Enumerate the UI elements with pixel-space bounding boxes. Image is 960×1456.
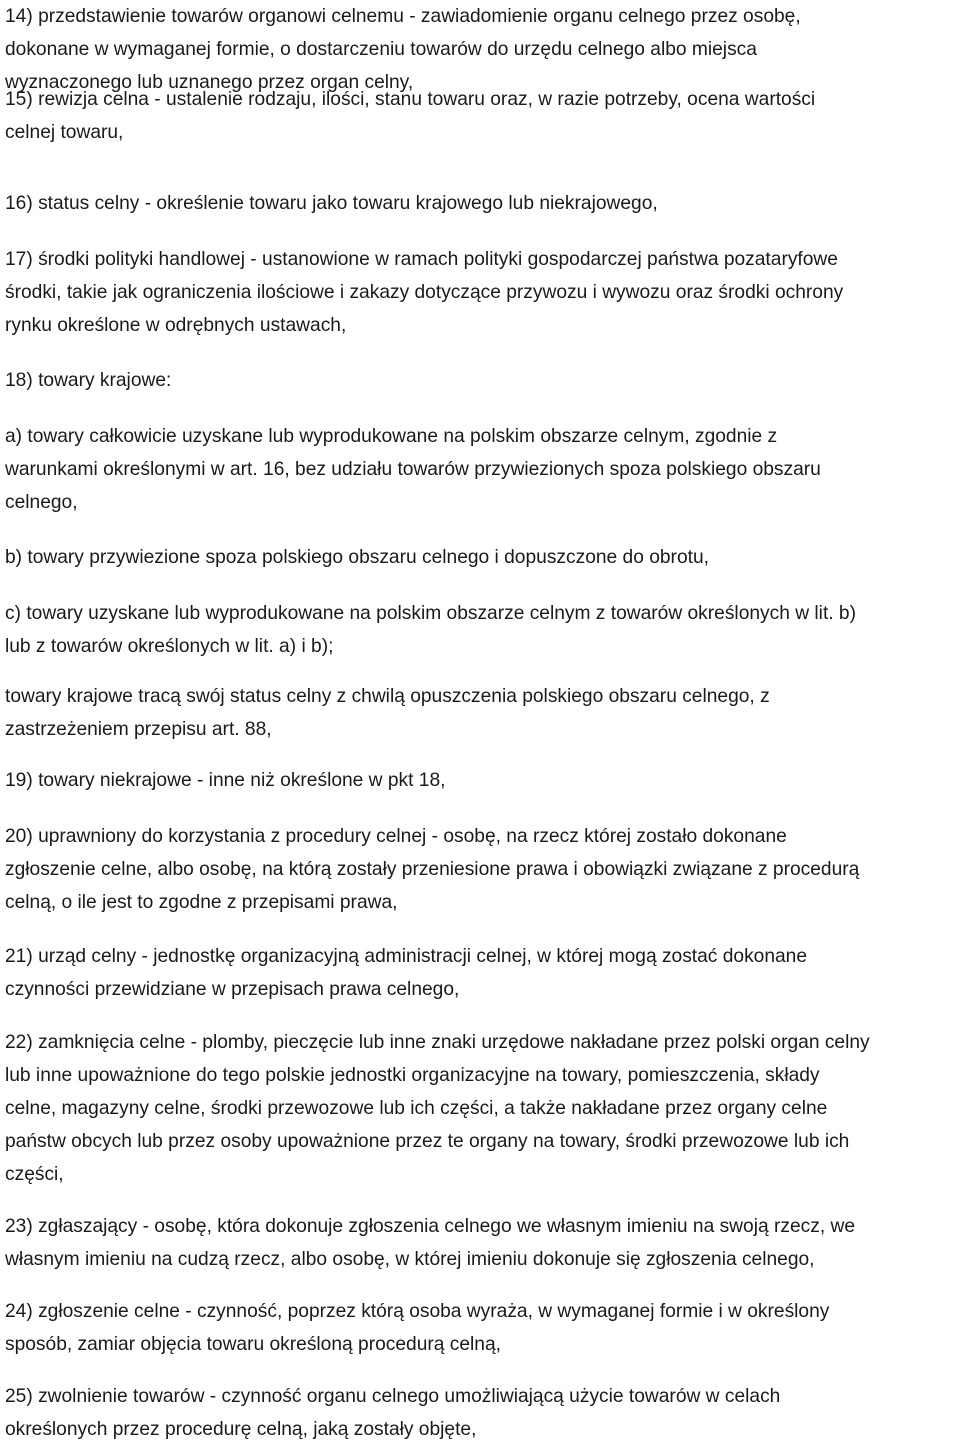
paragraph: [5, 597, 856, 663]
paragraph-line: warunkami określonymi w art. 16, bez udziału towarów przywiezionych spoza polskiego obszaru: [5, 459, 821, 480]
paragraph-line: czynności przewidziane w przepisach prawa celnego,: [5, 979, 460, 1000]
paragraph-line: 24) zgłoszenie celne - czynność, poprzez którą osoba wyraża, w wymaganej formie i w określony: [5, 1301, 830, 1322]
paragraph-line: 19) towary niekrajowe - inne niż określone w pkt 18,: [5, 770, 446, 791]
paragraph-line: wyznaczonego lub uznanego przez organ celny,: [5, 72, 414, 93]
paragraph-line: sposób, zamiar objęcia towaru określoną procedurą celną,: [5, 1334, 501, 1355]
paragraph-line: 17) środki polityki handlowej - ustanowione w ramach polityki gospodarczej państwa pozataryfowe: [5, 249, 838, 270]
paragraph: [5, 680, 770, 746]
paragraph-line: własnym imieniu na cudzą rzecz, albo osobę, w której imieniu dokonuje się zgłoszenia celnego,: [5, 1249, 815, 1270]
paragraph-line: 16) status celny - określenie towaru jako towaru krajowego lub niekrajowego,: [5, 193, 658, 214]
paragraph: [5, 1380, 780, 1446]
paragraph-line: 14) przedstawienie towarów organowi celnemu - zawiadomienie organu celnego przez osobę,: [5, 6, 801, 27]
paragraph: [5, 764, 445, 797]
paragraph: [5, 83, 815, 149]
paragraph-line: lub z towarów określonych w lit. a) i b);: [5, 636, 334, 657]
paragraph: [5, 243, 843, 342]
paragraph-line: 15) rewizja celna - ustalenie rodzaju, ilości, stanu towaru oraz, w razie potrzeby, ocena wartości: [5, 89, 816, 110]
paragraph: [5, 420, 821, 519]
paragraph-line: części,: [5, 1164, 64, 1185]
paragraph-line: celną, o ile jest to zgodne z przepisami prawa,: [5, 892, 398, 913]
paragraph-line: b) towary przywiezione spoza polskiego obszaru celnego i dopuszczone do obrotu,: [5, 547, 709, 568]
paragraph-line: 23) zgłaszający - osobę, która dokonuje zgłoszenia celnego we własnym imieniu na swoją rzecz, we: [5, 1216, 856, 1237]
paragraph-line: dokonane w wymaganej formie, o dostarczeniu towarów do urzędu celnego albo miejsca: [5, 39, 757, 60]
paragraph-line: 21) urząd celny - jednostkę organizacyjną administracji celnej, w której mogą zostać dokonane: [5, 946, 808, 967]
paragraph-line: 18) towary krajowe:: [5, 370, 172, 391]
paragraph-line: zastrzeżeniem przepisu art. 88,: [5, 719, 272, 740]
paragraph-line: celnej towaru,: [5, 122, 124, 143]
paragraph: [5, 187, 658, 220]
paragraph-line: 20) uprawniony do korzystania z procedury celnej - osobę, na rzecz której zostało dokonane: [5, 826, 787, 847]
paragraph: [5, 541, 709, 574]
paragraph: [5, 1210, 855, 1276]
paragraph: [5, 1026, 870, 1191]
paragraph: [5, 820, 859, 919]
paragraph-line: celnego,: [5, 492, 78, 513]
paragraph-line: państw obcych lub przez osoby upoważnione przez te organy na towary, środki przewozowe lub ich: [5, 1131, 850, 1152]
paragraph-line: a) towary całkowicie uzyskane lub wyprodukowane na polskim obszarze celnym, zgodnie z: [5, 426, 778, 447]
paragraph-line: celne, magazyny celne, środki przewozowe lub ich części, a także nakładane przez organy celne: [5, 1098, 828, 1119]
paragraph-line: środki, takie jak ograniczenia ilościowe i zakazy dotyczące przywozu i wywozu oraz środki ochrony: [5, 282, 844, 303]
paragraph-line: zgłoszenie celne, albo osobę, na którą zostały przeniesione prawa i obowiązki związane z procedurą: [5, 859, 860, 880]
paragraph-line: towary krajowe tracą swój status celny z chwilą opuszczenia polskiego obszaru celnego, z: [5, 686, 770, 707]
paragraph-line: c) towary uzyskane lub wyprodukowane na polskim obszarze celnym z towarów określonych w lit. b): [5, 603, 856, 624]
paragraph-line: rynku określone w odrębnych ustawach,: [5, 315, 347, 336]
paragraph: [5, 940, 807, 1006]
paragraph-line: określonych przez procedurę celną, jaką zostały objęte,: [5, 1419, 477, 1440]
paragraph-line: lub inne upoważnione do tego polskie jednostki organizacyjne na towary, pomieszczenia, składy: [5, 1065, 820, 1086]
paragraph: [5, 364, 171, 397]
paragraph-line: 22) zamknięcia celne - plomby, pieczęcie lub inne znaki urzędowe nakładane przez polski organ celny: [5, 1032, 870, 1053]
paragraph-line: 25) zwolnienie towarów - czynność organu celnego umożliwiającą użycie towarów w celach: [5, 1386, 781, 1407]
paragraph: [5, 1295, 829, 1361]
